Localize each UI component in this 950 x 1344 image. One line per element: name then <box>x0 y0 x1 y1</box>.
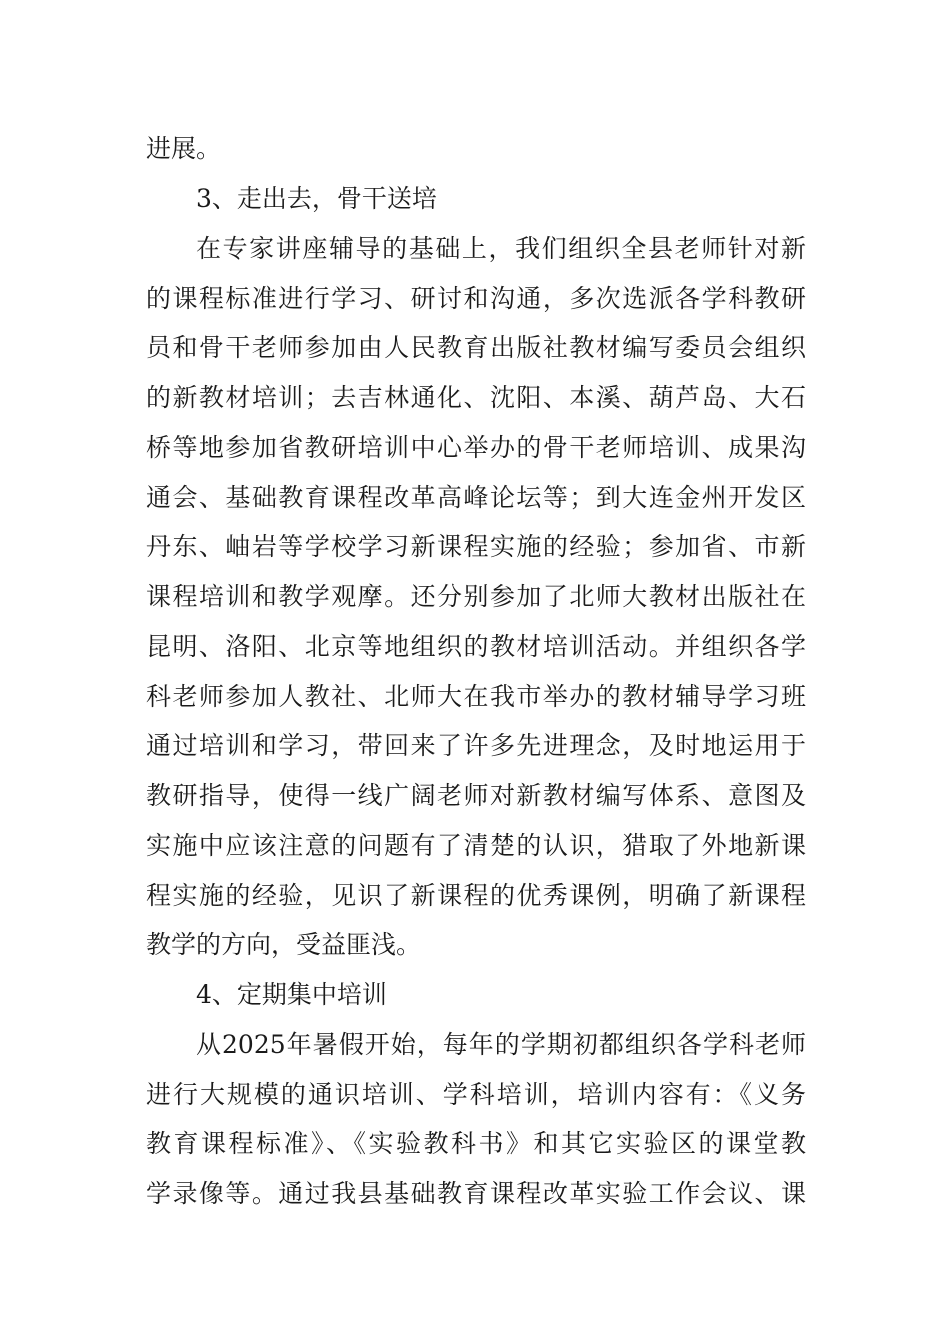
paragraph-line: 昆明、洛阳、北京等地组织的教材培训活动。并组织各学 <box>146 632 806 661</box>
paragraph-line: 进行大规模的通识培训、学科培训，培训内容有：《义务 <box>146 1080 806 1109</box>
paragraph-line: 通会、基础教育课程改革高峰论坛等；到大连金州开发区 <box>146 483 806 512</box>
section-heading: 3、走出去，骨干送培 <box>196 184 437 213</box>
paragraph-line: 科老师参加人教社、北师大在我市举办的教材辅导学习班 <box>146 682 806 711</box>
paragraph-line: 丹东、岫岩等学校学习新课程实施的经验；参加省、市新 <box>146 532 806 561</box>
paragraph-line: 在专家讲座辅导的基础上，我们组织全县老师针对新 <box>196 234 806 263</box>
paragraph-line: 的新教材培训；去吉林通化、沈阳、本溪、葫芦岛、大石 <box>146 383 806 412</box>
paragraph-line: 教研指导，使得一线广阔老师对新教材编写体系、意图及 <box>146 781 806 810</box>
paragraph-line: 教学的方向，受益匪浅。 <box>146 930 422 959</box>
section-heading: 4、定期集中培训 <box>196 980 387 1009</box>
paragraph-line: 进展。 <box>146 134 222 163</box>
paragraph-line: 员和骨干老师参加由人民教育出版社教材编写委员会组织 <box>146 333 806 362</box>
paragraph-line: 学录像等。通过我县基础教育课程改革实验工作会议、课 <box>146 1179 806 1208</box>
paragraph-line: 的课程标准进行学习、研讨和沟通，多次选派各学科教研 <box>146 284 806 313</box>
paragraph-line: 课程培训和教学观摩。还分别参加了北师大教材出版社在 <box>146 582 806 611</box>
paragraph-line: 从2025年暑假开始，每年的学期初都组织各学科老师 <box>196 1030 806 1059</box>
paragraph-line: 通过培训和学习，带回来了许多先进理念，及时地运用于 <box>146 731 806 760</box>
paragraph-line: 实施中应该注意的问题有了清楚的认识，猎取了外地新课 <box>146 831 806 860</box>
paragraph-line: 程实施的经验，见识了新课程的优秀课例，明确了新课程 <box>146 881 806 910</box>
paragraph-line: 桥等地参加省教研培训中心举办的骨干老师培训、成果沟 <box>146 433 806 462</box>
paragraph-line: 教育课程标准》、《实验教科书》和其它实验区的课堂教 <box>146 1129 806 1158</box>
